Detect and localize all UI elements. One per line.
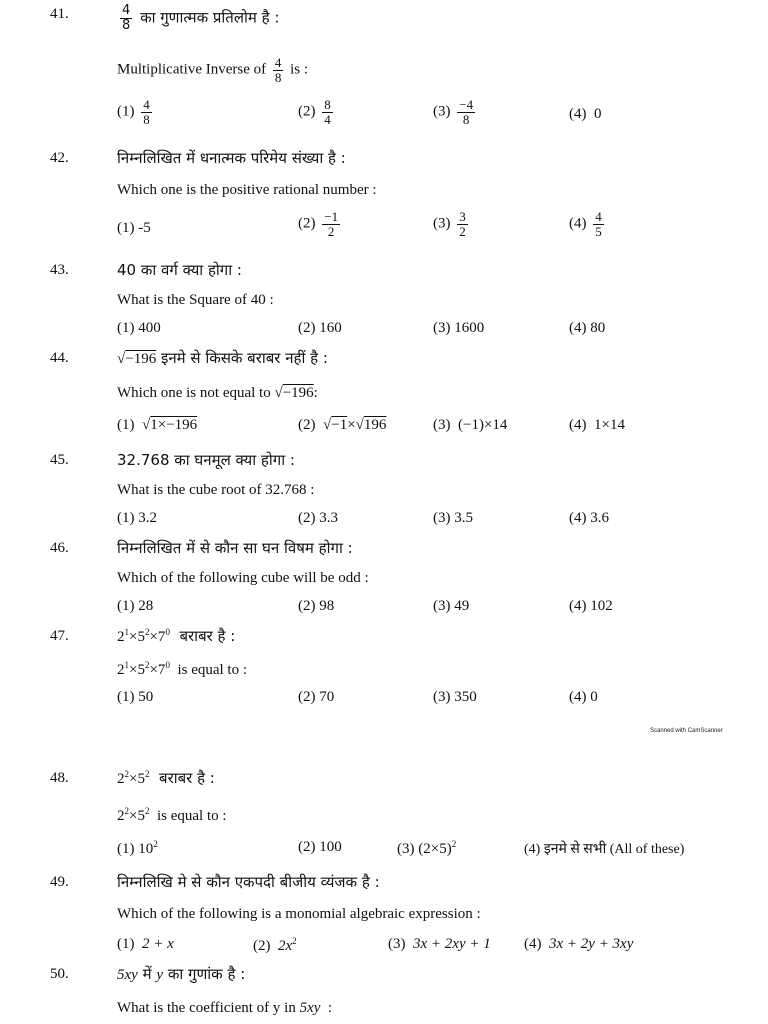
question-english: Which one is not equal to √−196: <box>117 385 318 401</box>
question-number: 46. <box>50 540 69 556</box>
option-3[interactable]: (3) 1600 <box>433 320 485 336</box>
question-hindi: 5xy में y का गुणांक है : <box>117 965 246 983</box>
option-1[interactable]: (1) 400 <box>117 320 161 336</box>
option-2[interactable]: (2) $\frac{-1}{2}$ <box>298 209 339 239</box>
question-number: 48. <box>50 770 69 786</box>
question-number: 47. <box>50 628 69 644</box>
question-english: What is the Square of 40 : <box>117 292 274 308</box>
question-number: 43. <box>50 262 69 278</box>
option-4[interactable]: (4) 1×14 <box>569 417 625 433</box>
question-hindi: $2^2\times 5^2$ बराबर है : <box>117 769 215 787</box>
option-2[interactable]: (2) 100 <box>298 839 342 855</box>
question-english: $2^2\times 5^2$ is equal to : <box>117 806 227 824</box>
question-hindi: √−196 इनमे से किसके बराबर नहीं है : <box>117 349 328 367</box>
option-1[interactable]: (1) 2 + x <box>117 936 174 952</box>
question-english: Which of the following is a monomial algebraic expression : <box>117 906 481 922</box>
question-number: 49. <box>50 874 69 890</box>
math-expression: $2^2\times 5^2$ <box>117 769 150 787</box>
option-2[interactable]: (2) √−1×√196 <box>298 417 387 433</box>
math-expression: $2^1\times 5^2\times 7^0$ <box>117 627 170 645</box>
question-hindi: $2^1\times 5^2\times 7^0$ बराबर है : <box>117 627 236 645</box>
question-hindi: निम्नलिखि मे से कौन एकपदी बीजीय व्यंजक है : <box>117 873 380 891</box>
question-number: 45. <box>50 452 69 468</box>
question-english: $2^1\times 5^2\times 7^0$ is equal to : <box>117 660 248 678</box>
option-4[interactable]: (4) इनमे से सभी (All of these) <box>524 842 685 857</box>
option-3[interactable]: (3) 350 <box>433 689 477 705</box>
option-1[interactable]: (1) $\frac{4}{8}$ <box>117 97 150 127</box>
option-1[interactable]: (1) -5 <box>117 220 151 236</box>
question-hindi: 40 का वर्ग क्या होगा : <box>117 261 242 279</box>
option-4[interactable]: (4) 102 <box>569 598 613 614</box>
option-4[interactable]: (4) $\frac{4}{5}$ <box>569 209 602 239</box>
option-1[interactable]: (1) 3.2 <box>117 510 157 526</box>
question-hindi: $\frac{4}{8}$ का गुणात्मक प्रतिलोम है : <box>122 3 280 33</box>
option-3[interactable]: (3) 49 <box>433 598 470 614</box>
option-3[interactable]: (3) $\frac{3}{2}$ <box>433 209 466 239</box>
question-hindi: निम्नलिखित में से कौन सा घन विषम होगा : <box>117 539 353 557</box>
option-3[interactable]: (3) $\frac{-4}{8}$ <box>433 97 474 127</box>
question-hindi: 32.768 का घनमूल क्या होगा : <box>117 451 295 469</box>
option-2[interactable]: (2) 70 <box>298 689 335 705</box>
option-2[interactable]: (2) 160 <box>298 320 342 336</box>
option-3[interactable]: (3) (−1)×14 <box>433 417 508 433</box>
option-2[interactable]: (2) 98 <box>298 598 335 614</box>
option-3[interactable]: (3) 3.5 <box>433 510 473 526</box>
question-english: Which one is the positive rational number : <box>117 182 377 198</box>
option-4[interactable]: (4) 0 <box>569 106 602 122</box>
question-english: What is the coefficient of y in 5xy : <box>117 1000 333 1016</box>
fraction: $\frac{4}{8}$ <box>122 3 131 33</box>
question-english: What is the cube root of 32.768 : <box>117 482 315 498</box>
option-1[interactable]: (1) 28 <box>117 598 154 614</box>
option-4[interactable]: (4) 80 <box>569 320 606 336</box>
option-2[interactable]: (2) $\frac{8}{4}$ <box>298 97 331 127</box>
question-number: 44. <box>50 350 69 366</box>
question-number: 42. <box>50 150 69 166</box>
option-2[interactable]: (2) 3.3 <box>298 510 338 526</box>
option-4[interactable]: (4) 3x + 2y + 3xy <box>524 936 634 952</box>
option-4[interactable]: (4) 3.6 <box>569 510 609 526</box>
option-1[interactable]: (1) 50 <box>117 689 154 705</box>
question-hindi: निम्नलिखित में धनात्मक परिमेय संख्या है : <box>117 149 346 167</box>
option-2[interactable]: (2) $2x^2$ <box>253 936 297 954</box>
option-1[interactable]: (1) √1×−196 <box>117 417 198 433</box>
option-3[interactable]: (3) 3x + 2xy + 1 <box>388 936 491 952</box>
question-number: 50. <box>50 966 69 982</box>
question-english: Which of the following cube will be odd : <box>117 570 369 586</box>
question-english: Multiplicative Inverse of $\frac{4}{8}$ is : <box>117 55 309 85</box>
fraction: $\frac{4}{8}$ <box>274 55 282 85</box>
option-3[interactable]: (3) $(2\times 5)^2$ <box>397 839 457 857</box>
option-1[interactable]: (1) $10^2$ <box>117 839 158 857</box>
option-4[interactable]: (4) 0 <box>569 689 598 705</box>
scanner-footer: Scanned with CamScanner <box>650 728 723 734</box>
question-number: 41. <box>50 6 69 22</box>
